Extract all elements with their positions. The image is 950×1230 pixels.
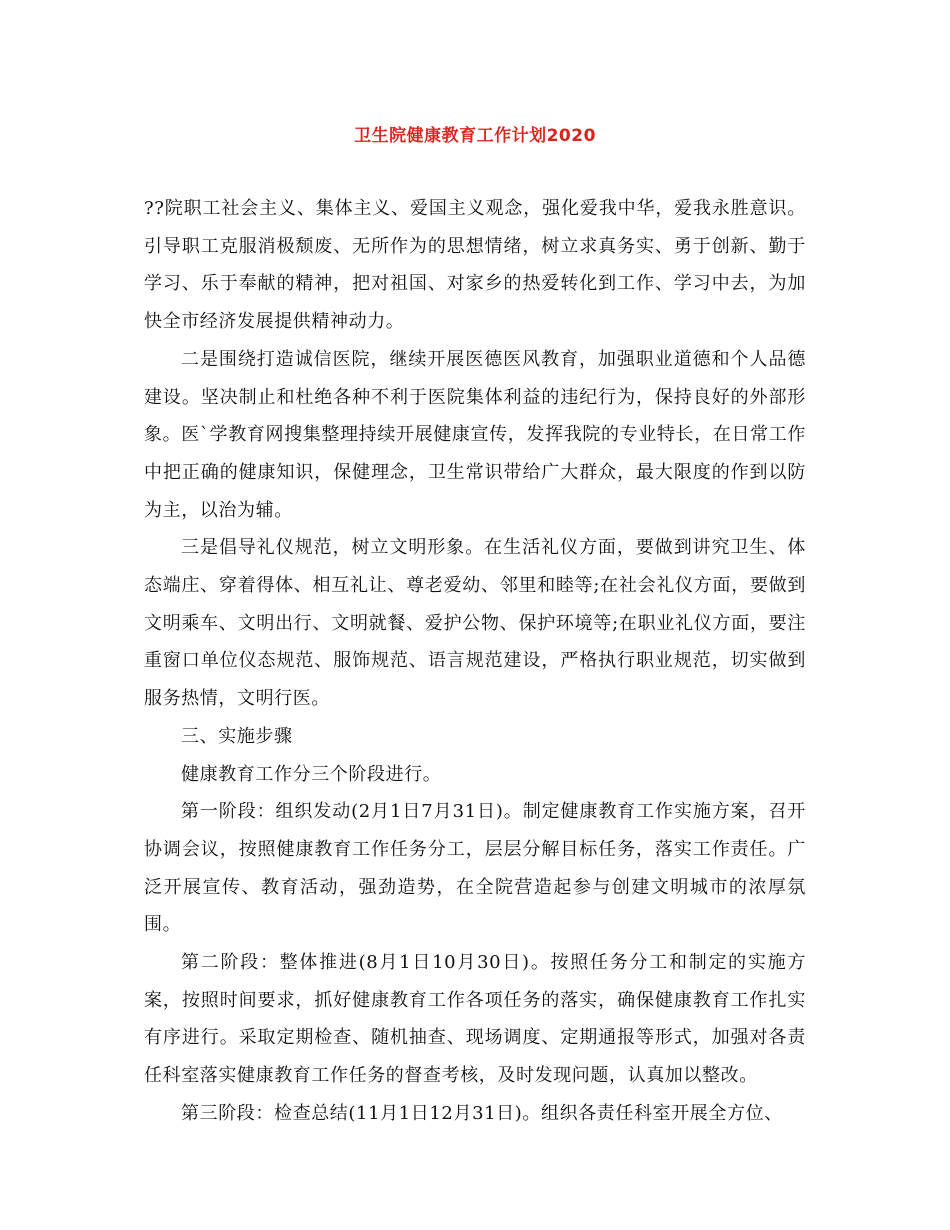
paragraph-stage-3: 第三阶段：检查总结(11月1日12月31日)。组织各责任科室开展全方位、 <box>181 1102 783 1124</box>
paragraph-3: 三是倡导礼仪规范，树立文明形象。在生活礼仪方面，要做到讲究卫生、体态端庄、穿着得体、相互礼让、尊老爱幼、邻里和睦等;在社会礼仪方面，要做到文明乘车、文明出行、文明就餐、爱护公物、保护环境等;在职业礼仪方面，要注重窗口单位仪态规范、服饰规范、语言规范建设，严格执行职业规范，切实做到服务热情，文明行医。 <box>144 537 806 710</box>
paragraph-5: 健康教育工作分三个阶段进行。 <box>181 763 442 785</box>
paragraph-stage-2: 第二阶段：整体推进(8月1日10月30日)。按照任务分工和制定的实施方案，按照时间要求，抓好健康教育工作各项任务的落实，确保健康教育工作扎实有序进行。采取定期检查、随机抽查、现场调度、定期通报等形式，加强对各责任科室落实健康教育工作任务的督查考核，及时发现问题，认真加以整改。 <box>144 952 806 1087</box>
document-body <box>144 190 806 1133</box>
paragraph-2: 二是围绕打造诚信医院，继续开展医德医风教育，加强职业道德和个人品德建设。坚决制止和杜绝各种不利于医院集体利益的违纪行为，保持良好的外部形象。医`学教育网搜集整理持续开展健康宣传，发挥我院的专业特长，在日常工作中把正确的健康知识，保健理念，卫生常识带给广大群众，最大限度的作到以防为主，以治为辅。 <box>144 348 806 521</box>
section-heading-implementation-steps: 三、实施步骤 <box>181 725 293 747</box>
document-title: 卫生院健康教育工作计划2020 <box>354 126 596 146</box>
paragraph-1: ??院职工社会主义、集体主义、爱国主义观念，强化爱我中华，爱我永胜意识。引导职工克服消极颓废、无所作为的思想情绪，树立求真务实、勇于创新、勤于学习、乐于奉献的精神，把对祖国、对家乡的热爱转化到工作、学习中去，为加快全市经济发展提供精神动力。 <box>144 198 806 333</box>
paragraph-stage-1: 第一阶段：组织发动(2月1日7月31日)。制定健康教育工作实施方案，召开协调会议，按照健康教育工作任务分工，层层分解目标任务，落实工作责任。广泛开展宣传、教育活动，强劲造势，在全院营造起参与创建文明城市的浓厚氛围。 <box>144 801 806 936</box>
